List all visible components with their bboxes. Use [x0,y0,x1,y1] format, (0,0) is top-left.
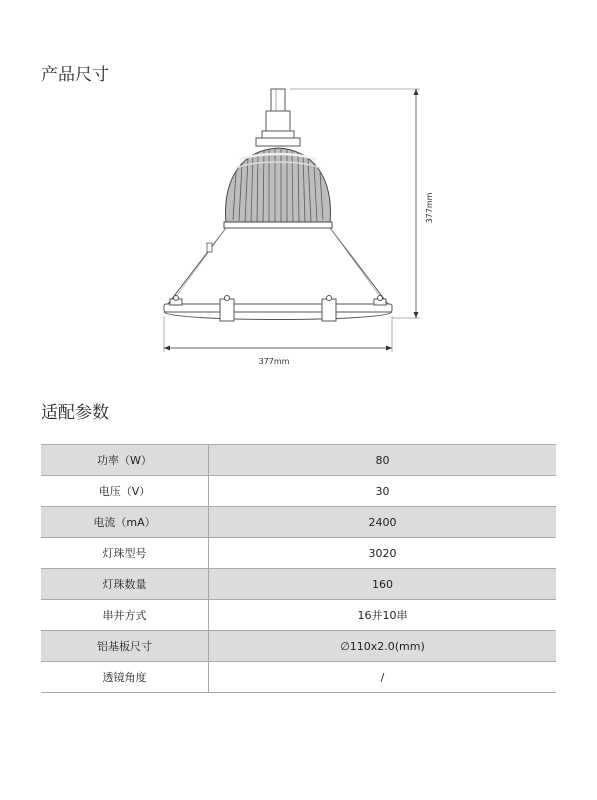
param-value: 160 [209,569,557,600]
param-key: 电压（V） [41,476,209,507]
table-row [41,445,556,476]
param-key: 电流（mA） [41,507,209,538]
param-value: 3020 [209,538,557,569]
dimensions-title: 产品尺寸 [41,65,109,85]
param-value: 2400 [209,507,557,538]
table-row [41,600,556,631]
height-dimension-label: 377mm [425,192,434,224]
param-value: ∅110x2.0(mm) [209,631,557,662]
param-key: 灯珠数量 [41,569,209,600]
params-title: 适配参数 [41,403,109,423]
param-key: 灯珠型号 [41,538,209,569]
table-row [41,507,556,538]
table-row [41,476,556,507]
param-value: / [209,662,557,693]
param-key: 功率（W） [41,445,209,476]
param-value: 30 [209,476,557,507]
param-key: 串并方式 [41,600,209,631]
table-row [41,538,556,569]
param-value: 16并10串 [209,600,557,631]
table-row [41,631,556,662]
params-table [41,444,556,693]
width-dimension-label: 377mm [258,357,290,366]
table-row [41,569,556,600]
param-key: 铝基板尺寸 [41,631,209,662]
table-row [41,662,556,693]
product-dimension-drawing [0,80,597,380]
param-key: 透镜角度 [41,662,209,693]
param-value: 80 [209,445,557,476]
